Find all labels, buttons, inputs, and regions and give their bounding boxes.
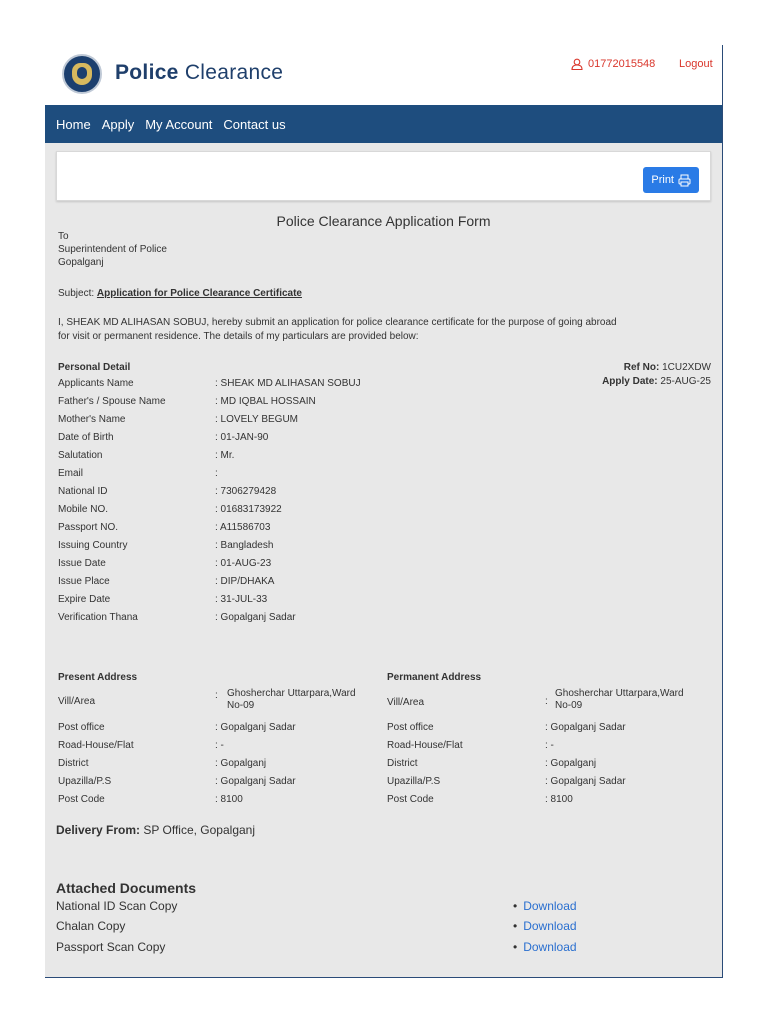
print-label: Print <box>651 174 674 186</box>
row-value: : 7306279428 <box>215 486 277 497</box>
row-label: District <box>387 758 418 769</box>
nav-apply[interactable]: Apply <box>101 116 135 132</box>
row-value: : Mr. <box>215 450 235 461</box>
row-value: : 8100 <box>215 794 243 805</box>
printer-icon <box>678 174 691 187</box>
row-value: : MD IQBAL HOSSAIN <box>215 396 316 407</box>
row-label: National ID <box>58 486 108 497</box>
police-logo-icon[interactable] <box>62 54 102 94</box>
row-value: : Gopalganj Sadar <box>215 776 296 787</box>
user-phone: 01772015548 <box>588 58 656 70</box>
personal-detail-title: Personal Detail <box>58 362 131 373</box>
row-value: : Gopalganj Sadar <box>545 722 626 733</box>
row-label: Mobile NO. <box>58 504 109 515</box>
row-label: Road-House/Flat <box>58 740 134 751</box>
row-label: Verification Thana <box>58 612 138 623</box>
permanent-vill-colon: : <box>545 696 548 707</box>
row-label: Issuing Country <box>58 540 128 551</box>
letter-to: To <box>58 231 69 242</box>
letter-district: Gopalganj <box>58 257 104 268</box>
row-value: : Gopalganj Sadar <box>215 722 296 733</box>
row-value: : Gopalganj <box>545 758 597 769</box>
subject-text: Application for Police Clearance Certificate <box>96 288 302 299</box>
site-header <box>45 45 722 105</box>
subject-line <box>58 287 302 300</box>
download-link[interactable]: • Download <box>513 919 577 933</box>
row-value: : 31-JUL-33 <box>215 594 268 605</box>
body-line-2: for visit or permanent residence. The details of my particulars are provided below: <box>58 331 419 342</box>
nav-home[interactable]: Home <box>56 116 91 132</box>
row-label: Expire Date <box>58 594 111 605</box>
subject-label: Subject: <box>58 288 95 299</box>
row-label: Salutation <box>58 450 103 461</box>
row-label: Email <box>58 468 84 479</box>
row-value: : 01683173922 <box>215 504 282 515</box>
row-label: District <box>58 758 89 769</box>
permanent-address-title: Permanent Address <box>387 672 482 683</box>
delivery-value: SP Office, Gopalganj <box>143 823 256 837</box>
row-label: Road-House/Flat <box>387 740 463 751</box>
row-value: : Bangladesh <box>215 540 274 551</box>
row-value: : - <box>215 740 224 751</box>
row-label: Passport NO. <box>58 522 119 533</box>
row-label: Post office <box>387 722 434 733</box>
row-label: Post Code <box>387 794 434 805</box>
present-vill-line-1: Ghosherchar Uttarpara,Ward <box>227 688 356 699</box>
row-value: : <box>215 468 218 479</box>
body-line-1: I, SHEAK MD ALIHASAN SOBUJ, hereby submit an application for police clearance certificate for the purpose of going abroad <box>58 317 617 328</box>
ref-no <box>624 361 711 374</box>
row-value: : SHEAK MD ALIHASAN SOBUJ <box>215 378 361 389</box>
main-nav <box>45 105 722 143</box>
print-toolbar <box>56 151 711 201</box>
row-value: : 01-JAN-90 <box>215 432 269 443</box>
row-value: : 8100 <box>545 794 573 805</box>
ref-no-label: Ref No: <box>623 362 660 373</box>
permanent-vill-line-1: Ghosherchar Uttarpara,Ward <box>555 688 684 699</box>
row-label: Father's / Spouse Name <box>58 396 166 407</box>
doc-name: Passport Scan Copy <box>56 940 166 954</box>
present-vill-label: Vill/Area <box>58 696 96 707</box>
page-frame <box>45 45 723 978</box>
permanent-vill-line-2: No-09 <box>555 700 583 711</box>
site-brand[interactable]: Police Clearance <box>115 61 284 84</box>
doc-name: National ID Scan Copy <box>56 899 178 913</box>
row-value: : DIP/DHAKA <box>215 576 275 587</box>
download-label[interactable]: Download <box>523 919 577 933</box>
row-label: Issue Place <box>58 576 110 587</box>
user-icon <box>571 58 583 70</box>
download-label[interactable]: Download <box>523 940 577 954</box>
delivery-from <box>56 823 255 837</box>
permanent-vill-label: Vill/Area <box>387 697 425 708</box>
row-value: : A11586703 <box>215 522 271 533</box>
download-link[interactable]: • Download <box>513 899 577 913</box>
form-title: Police Clearance Application Form <box>276 213 491 229</box>
doc-name: Chalan Copy <box>56 919 126 933</box>
row-label: Issue Date <box>58 558 106 569</box>
row-label: Date of Birth <box>58 432 114 443</box>
apply-date-label: Apply Date: <box>602 376 658 387</box>
row-value: : LOVELY BEGUM <box>215 414 298 425</box>
present-address-title: Present Address <box>58 672 138 683</box>
present-vill-line-2: No-09 <box>227 700 255 711</box>
nav-contact-us[interactable]: Contact us <box>223 116 286 132</box>
row-label: Post Code <box>58 794 105 805</box>
logout-link[interactable]: Logout <box>679 58 713 70</box>
apply-date <box>602 375 711 388</box>
nav-my-account[interactable]: My Account <box>145 116 213 132</box>
download-link[interactable]: • Download <box>513 940 577 954</box>
delivery-label: Delivery From: <box>56 823 141 837</box>
row-label: Upazilla/P.S <box>387 776 441 787</box>
row-label: Post office <box>58 722 105 733</box>
main-content <box>45 143 722 977</box>
present-vill-value <box>227 688 356 712</box>
row-value: : Gopalganj Sadar <box>545 776 626 787</box>
present-vill-colon: : <box>215 690 218 701</box>
row-label: Upazilla/P.S <box>58 776 112 787</box>
row-label: Mother's Name <box>58 414 126 425</box>
row-label: Applicants Name <box>58 378 134 389</box>
ref-no-value: 1CU2XDW <box>662 362 711 373</box>
row-value: : 01-AUG-23 <box>215 558 272 569</box>
user-account[interactable] <box>571 58 655 70</box>
attached-documents-title: Attached Documents <box>56 880 197 896</box>
print-button[interactable] <box>643 167 699 193</box>
download-label[interactable]: Download <box>523 899 577 913</box>
letter-recipient: Superintendent of Police <box>58 244 167 255</box>
permanent-vill-value <box>555 688 684 712</box>
row-value: : Gopalganj Sadar <box>215 612 296 623</box>
row-value: : - <box>545 740 554 751</box>
apply-date-value: 25-AUG-25 <box>660 376 711 387</box>
row-value: : Gopalganj <box>215 758 267 769</box>
